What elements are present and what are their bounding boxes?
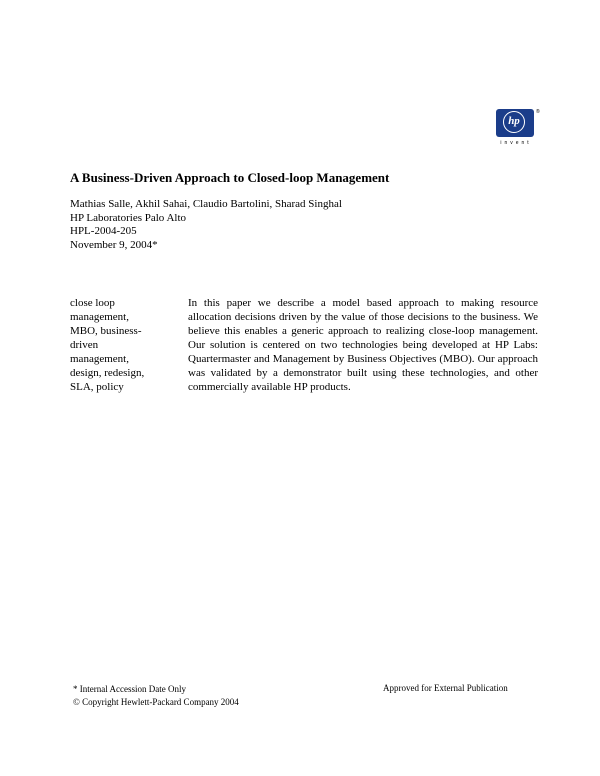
keyword-line: design, redesign,: [70, 367, 145, 379]
registered-mark: ®: [536, 109, 540, 115]
footer-left: [73, 683, 239, 709]
hp-logo-mark: hp: [503, 111, 525, 133]
keyword-line: management,: [70, 353, 129, 365]
keyword-line: SLA, policy: [70, 381, 124, 393]
report-date: November 9, 2004*: [70, 238, 158, 251]
keyword-line: driven: [70, 339, 99, 351]
authors: Mathias Salle, Akhil Sahai, Claudio Bartolini, Sharad Singhal: [70, 198, 342, 210]
approval-note: Approved for External Publication: [383, 683, 508, 693]
hp-logo: [496, 109, 534, 137]
paper-title: A Business-Driven Approach to Closed-loop Management: [70, 170, 390, 185]
logo-tagline: invent: [500, 140, 532, 146]
keywords: [70, 296, 165, 394]
copyright: © Copyright Hewlett-Packard Company 2004: [73, 697, 239, 707]
keyword-line: management,: [70, 311, 129, 323]
paper-meta: [70, 198, 342, 252]
keyword-line: close loop: [70, 297, 115, 309]
accession-note: * Internal Accession Date Only: [73, 684, 186, 694]
keyword-line: MBO, business-: [70, 325, 142, 337]
lab-name: HP Laboratories Palo Alto: [70, 211, 186, 224]
abstract: In this paper we describe a model based approach to making resource allocation decisions driven by the value of those decisions to the business. We believe this enables a generic approach to realizing close-loop management. Our solution is centered on two technologies being developed at HP Labs: Quartermaster and Management by Business Objectives (MBO). Our approach was validated by a demonstrator built using these technologies, and other commercially available HP products.: [188, 297, 538, 393]
report-number: HPL-2004-205: [70, 225, 137, 237]
